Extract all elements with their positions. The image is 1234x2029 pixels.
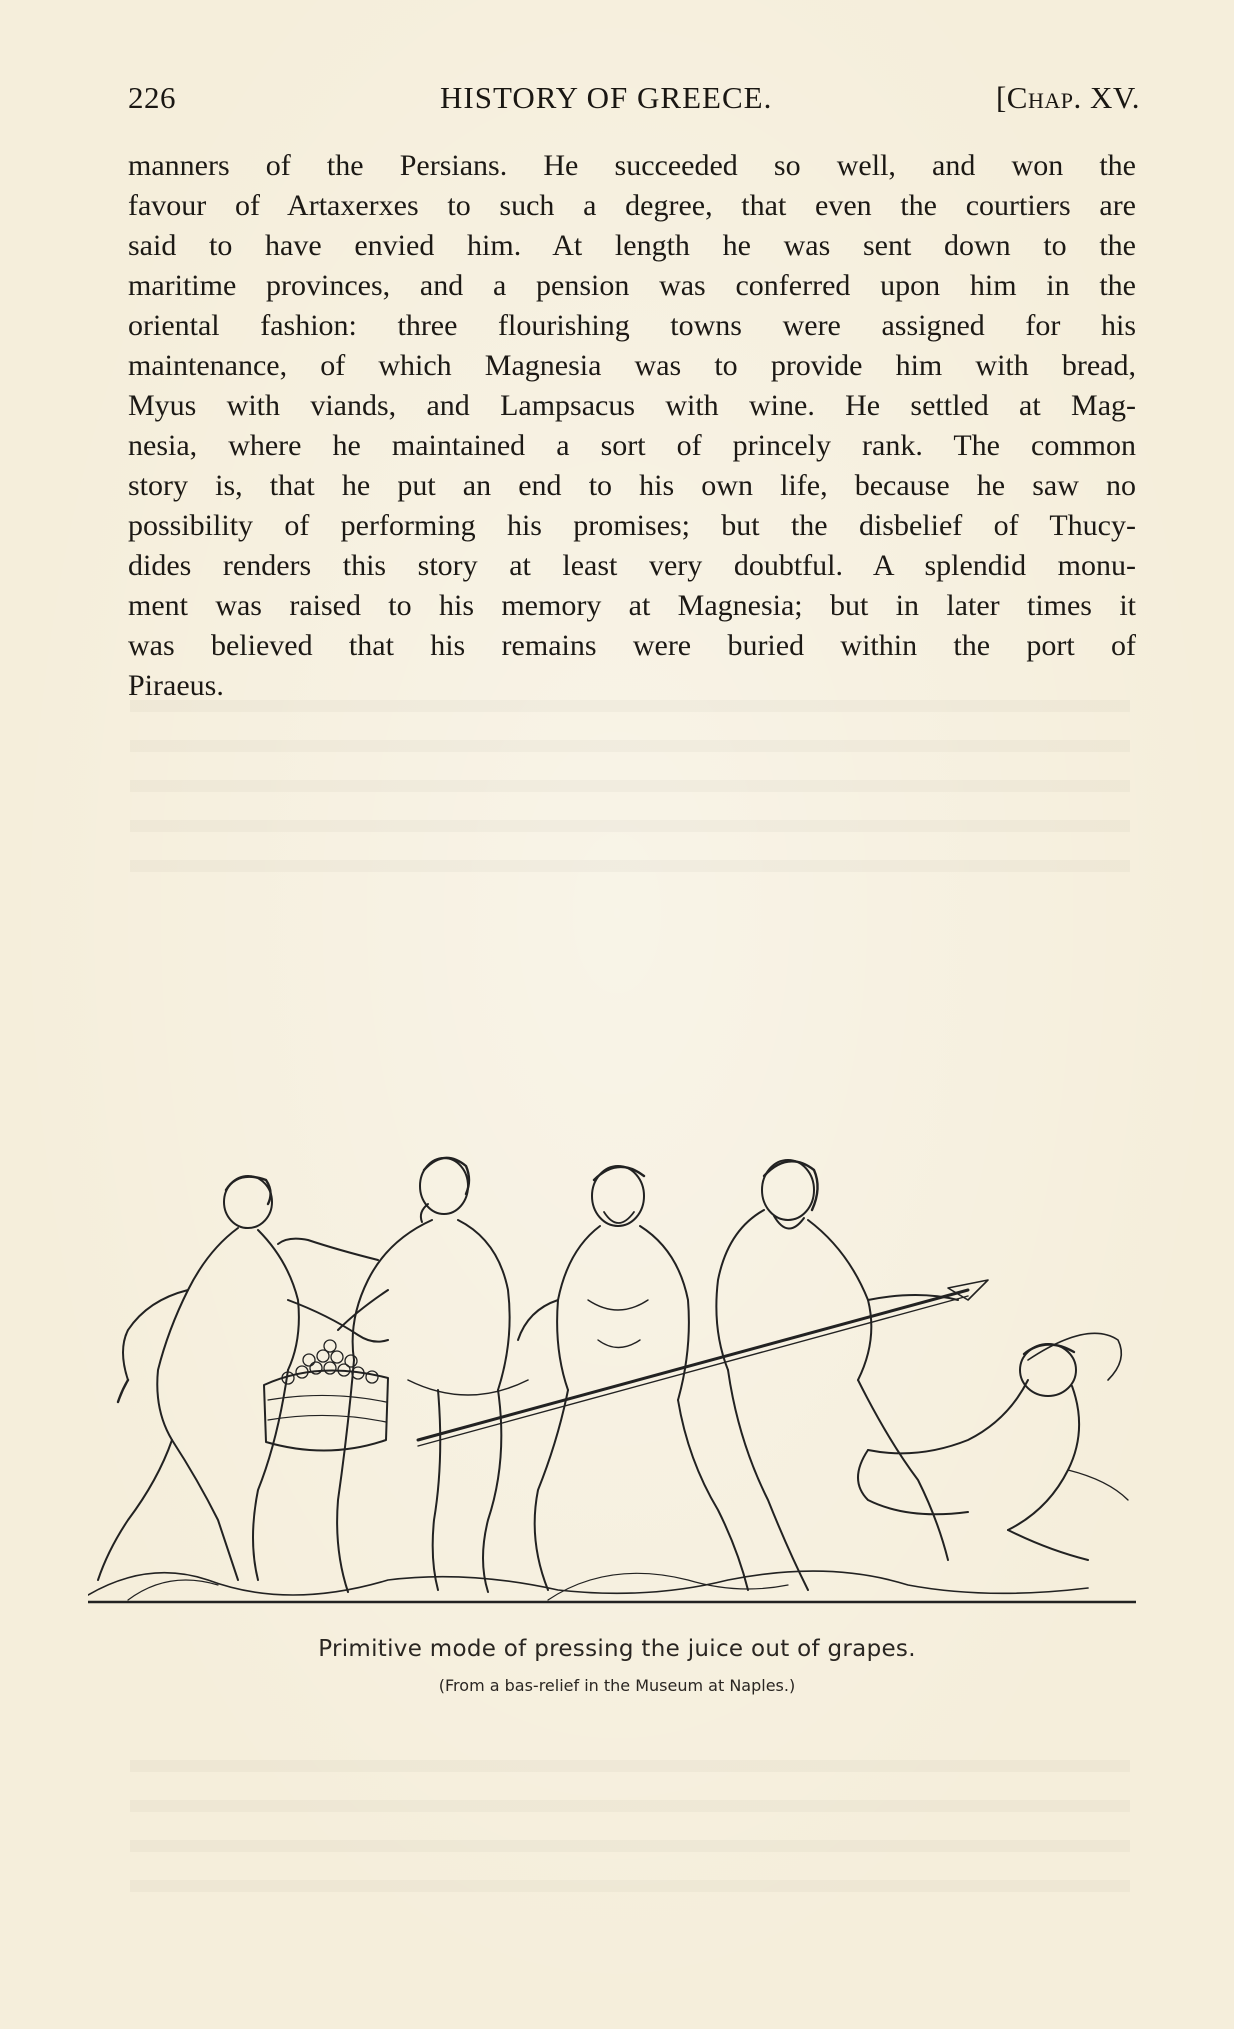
text-line: dides renders this story at least very doubtful. A splendid monu- <box>128 549 1136 582</box>
figure-caption: Primitive mode of pressing the juice out of grapes. <box>318 1636 916 1662</box>
bleed-through <box>130 740 1130 752</box>
text-line: manners of the Persians. He succeeded so well, and won the <box>128 149 1136 182</box>
page-number: 226 <box>128 80 176 115</box>
text-line: Myus with viands, and Lampsacus with wine. He settled at Mag- <box>128 389 1136 422</box>
bas-relief-illustration <box>88 1140 1136 1610</box>
grape-pressing-engraving <box>88 1140 1136 1610</box>
bleed-through <box>130 700 1130 712</box>
figure-source: (From a bas-relief in the Museum at Naples.) <box>438 1676 796 1695</box>
text-line: story is, that he put an end to his own life, because he saw no <box>128 469 1136 502</box>
text-line: was believed that his remains were buried within the port of <box>128 629 1136 662</box>
text-line: favour of Artaxerxes to such a degree, that even the courtiers are <box>128 189 1136 222</box>
book-title: HISTORY OF GREECE. <box>440 80 773 115</box>
bleed-through <box>130 780 1130 792</box>
text-line: maritime provinces, and a pension was conferred upon him in the <box>128 269 1136 302</box>
bleed-through <box>130 1760 1130 1772</box>
running-head <box>128 80 1140 120</box>
text-line: ment was raised to his memory at Magnesia; but in later times it <box>128 589 1136 622</box>
bleed-through <box>130 1800 1130 1812</box>
bleed-through <box>130 820 1130 832</box>
bleed-through <box>130 1840 1130 1852</box>
chapter-label: [Chap. XV. <box>995 80 1140 115</box>
text-line: oriental fashion: three flourishing towns were assigned for his <box>128 309 1136 342</box>
text-line: possibility of performing his promises; but the disbelief of Thucy- <box>128 509 1136 542</box>
text-line: nesia, where he maintained a sort of princely rank. The common <box>128 429 1136 462</box>
bleed-through <box>130 860 1130 872</box>
text-line: said to have envied him. At length he was sent down to the <box>128 229 1136 262</box>
text-line: maintenance, of which Magnesia was to provide him with bread, <box>128 349 1136 382</box>
text-line: Piraeus. <box>128 669 224 702</box>
body-text <box>128 146 1136 706</box>
bleed-through <box>130 1880 1130 1892</box>
